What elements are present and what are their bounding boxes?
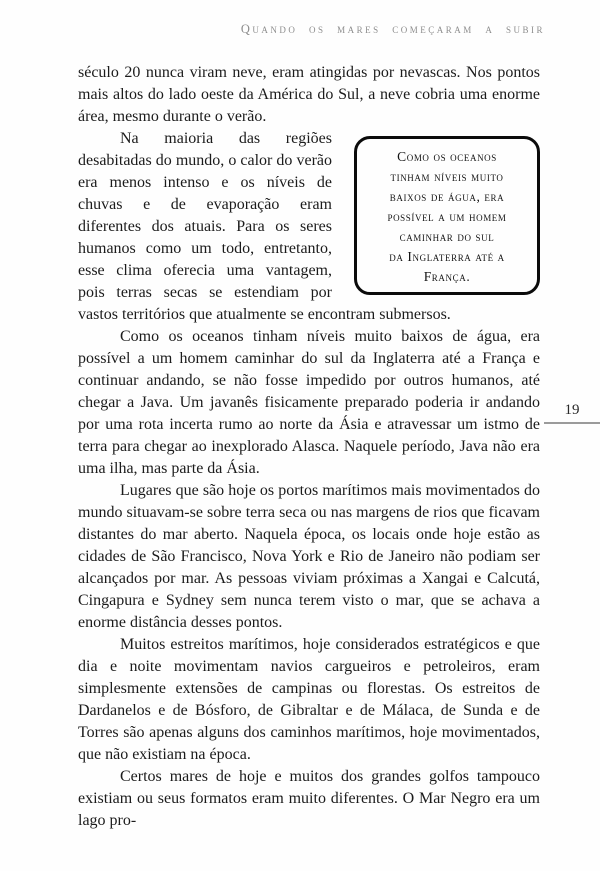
pull-quote-line: tinham níveis muito xyxy=(390,169,504,184)
pull-quote-line: França. xyxy=(423,269,471,284)
running-head: Quando os mares começaram a subir xyxy=(240,22,545,36)
body-paragraph: Certos mares de hoje e muitos dos grandes golfos tampouco existiam ou seus formatos eram muito diferentes. O Mar Negro era um lago pro- xyxy=(78,768,540,829)
page-number: 19 xyxy=(564,402,580,418)
body-paragraph: Muitos estreitos marítimos, hoje considerados estratégicos e que dia e noite movimentam navios cargueiros e petroleiros, eram simplesmente extensões de campinas ou florestas. Os estreitos de Dardanelos e de Bósforo, de Gibraltar e de Málaca, de Sunda e de Torres são apenas alguns dos caminhos marítimos, hoje movimentados, que não existiam na época. xyxy=(78,636,540,763)
pull-quote-line: caminhar do sul xyxy=(399,229,495,244)
body-text-block xyxy=(78,62,540,832)
pull-quote-line: possível a um homem xyxy=(387,209,507,224)
body-paragraph: Na maioria das regiões desabitadas do mundo, o calor do verão era menos intenso e os níveis de chuvas e de evaporação eram diferentes dos atuais. Para os seres humanos como um todo, entretanto, esse clima oferecia uma vantagem, pois terras secas se estendiam por vastos territórios que atualmente se encontram submersos. xyxy=(78,130,451,323)
pull-quote-line: da Inglaterra até a xyxy=(389,249,505,264)
pull-quote-box xyxy=(354,136,540,295)
body-paragraph: Como os oceanos tinham níveis muito baixos de água, era possível a um homem caminhar do sul da Inglaterra até a França e continuar andando, se não fosse impedido por outros humanos, até chegar a Java. Um javanês fisicamente preparado poderia ir andando por uma rota incerta rumo ao norte da Ásia e atravessar um istmo de terra para chegar ao inexplorado Alasca. Naquele período, Java não era uma ilha, mas parte da Ásia. xyxy=(78,328,540,477)
body-paragraph: século 20 nunca viram neve, eram atingidas por nevascas. Nos pontos mais altos do lado oeste da América do Sul, a neve cobria uma enorme área, mesmo durante o verão. xyxy=(78,64,540,125)
pull-quote-line: Como os oceanos xyxy=(397,149,497,164)
body-paragraph: Lugares que são hoje os portos marítimos mais movimentados do mundo situavam-se sobre terra seca ou nas margens de rios que ficavam distantes do mar aberto. Naquela época, os locais onde hoje estão as cidades de São Francisco, Nova York e Rio de Janeiro não podiam ser alcançados por mar. As pessoas viviam próximas a Xangai e Calcutá, Cingapura e Sydney sem nunca terem visto o mar, que se achava a enorme distância desses pontos. xyxy=(78,482,540,631)
pull-quote-line: baixos de água, era xyxy=(389,189,505,204)
folio-rule xyxy=(544,422,600,424)
folio xyxy=(544,401,600,424)
